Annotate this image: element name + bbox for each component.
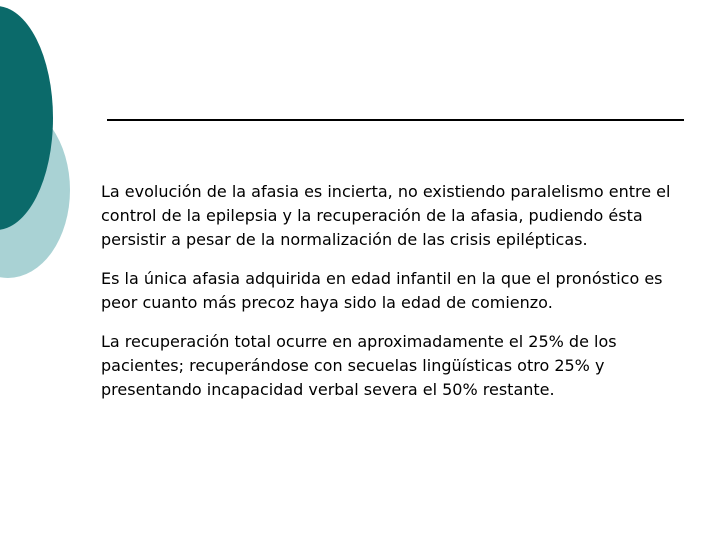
title-divider-line [107,119,684,121]
paragraph-aphasia-evolution: La evolución de la afasia es incierta, no existiendo paralelismo entre el control de la epilepsia y la recuperación de la afasia, pudiendo ésta persistir a pesar de la normalización de las crisis epilépticas. [101,182,671,249]
paragraph-recovery-rates: La recuperación total ocurre en aproximadamente el 25% de los pacientes; recuperándose con secuelas lingüísticas otro 25% y presentando incapacidad verbal severa el 50% restante. [101,332,617,399]
paragraph-prognosis: Es la única afasia adquirida en edad infantil en la que el pronóstico es peor cuanto más precoz haya sido la edad de comienzo. [101,269,663,312]
slide-body [101,180,691,402]
